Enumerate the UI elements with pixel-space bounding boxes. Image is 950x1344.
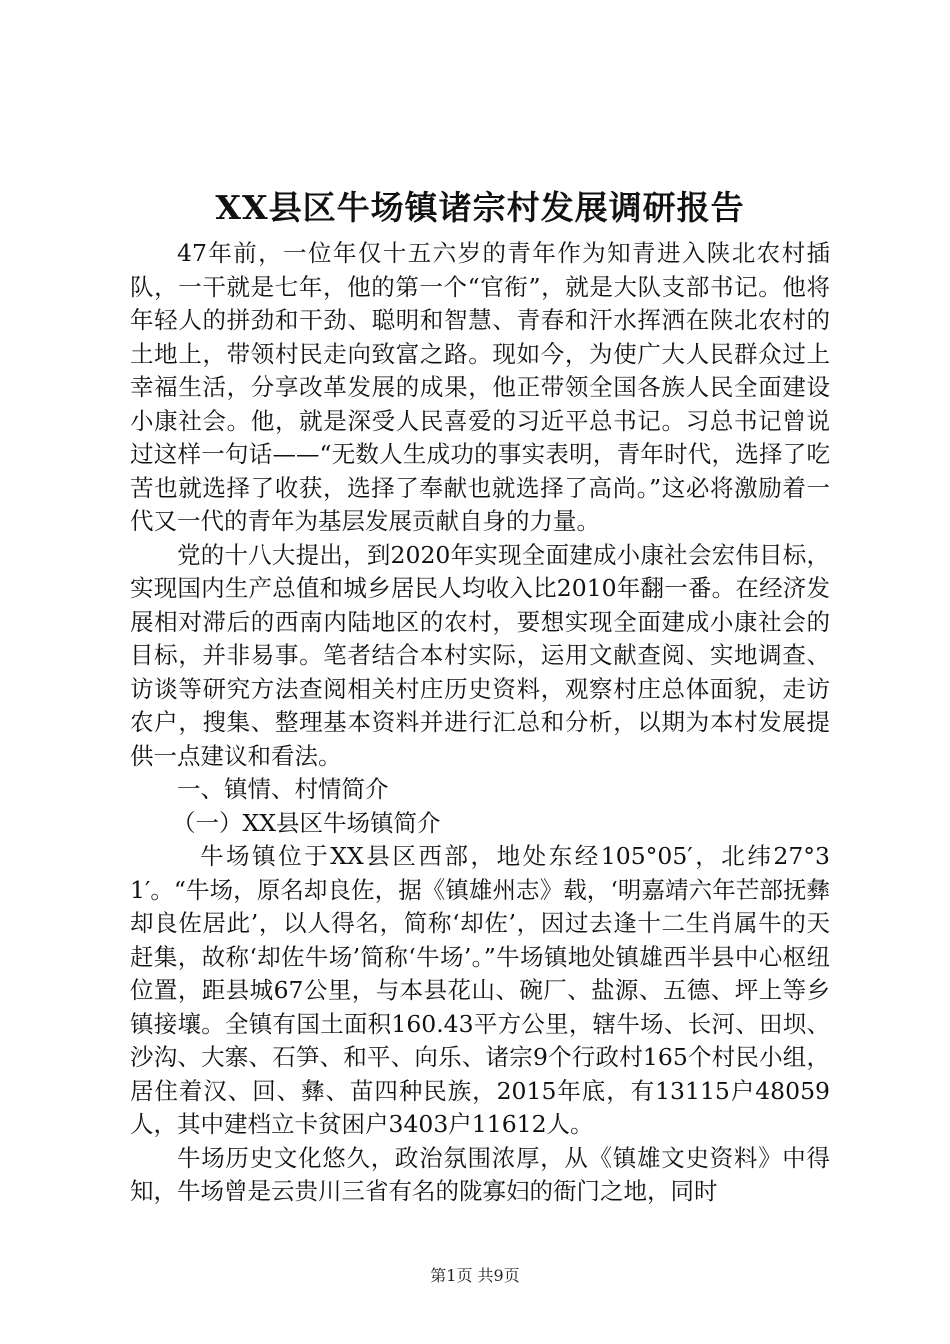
subsection-heading: （一）XX县区牛场镇简介	[172, 808, 441, 837]
paragraph-background: 党的十八大提出，到2020年实现全面建成小康社会宏伟目标，实现国内生产总值和城乡居民人均收入比2010年翻一番。在经济发展相对滞后的西南内陆地区的农村，要想实现全面建成小康社会的目标，并非易事。笔者结合本村实际，运用文献查阅、实地调查、访谈等研究方法查阅相关村庄历史资料，观察村庄总体面貌，走访农户，搜集、整理基本资料并进行汇总和分析，以期为本村发展提供一点建议和看法。	[130, 540, 830, 770]
paragraph-town-overview: 牛场镇位于XX县区西部，地处东经105°05′，北纬27°31′。“牛场，原名却良佐，据《镇雄州志》载，‘明嘉靖六年芒部抚彝却良佐居此’，以人得名，简称‘却佐’，因过去逢十二生肖属牛的天赶集，故称‘却佐牛场’简称‘牛场’。”牛场镇地处镇雄西半县中心枢纽位置，距县城67公里，与本县花山、碗厂、盐源、五德、坪上等乡镇接壤。全镇有国土面积160.43平方公里，辖牛场、长河、田坝、沙沟、大寨、石笋、和平、向乐、诸宗9个行政村165个村民小组，居住着汉、回、彝、苗四种民族，2015年底，有13115户48059人，其中建档立卡贫困户3403户11612人。	[130, 842, 830, 1138]
paragraph-intro: 47年前，一位年仅十五六岁的青年作为知青进入陕北农村插队，一干就是七年，他的第一个“官衔”，就是大队支部书记。他将年轻人的拼劲和干劲、聪明和智慧、青春和汗水挥洒在陕北农村的土地上，带领村民走向致富之路。现如今，为使广大人民群众过上幸福生活，分享改革发展的成果，他正带领全国各族人民全面建设小康社会。他，就是深受人民喜爱的习近平总书记。习总书记曾说过这样一句话——“无数人生成功的事实表明，青年时代，选择了吃苦也就选择了收获，选择了奉献也就选择了高尚。”这必将激励着一代又一代的青年为基层发展贡献自身的力量。	[130, 239, 830, 535]
document-title: XX县区牛场镇诸宗村发展调研报告	[215, 188, 745, 227]
paragraph-town-history: 牛场历史文化悠久，政治氛围浓厚，从《镇雄文史资料》中得知，牛场曾是云贵川三省有名的陇寡妇的衙门之地，同时	[130, 1143, 830, 1205]
document-body	[130, 237, 830, 1209]
page-number-footer: 第1页 共9页	[430, 1266, 520, 1285]
section-heading: 一、镇情、村情简介	[177, 775, 389, 803]
